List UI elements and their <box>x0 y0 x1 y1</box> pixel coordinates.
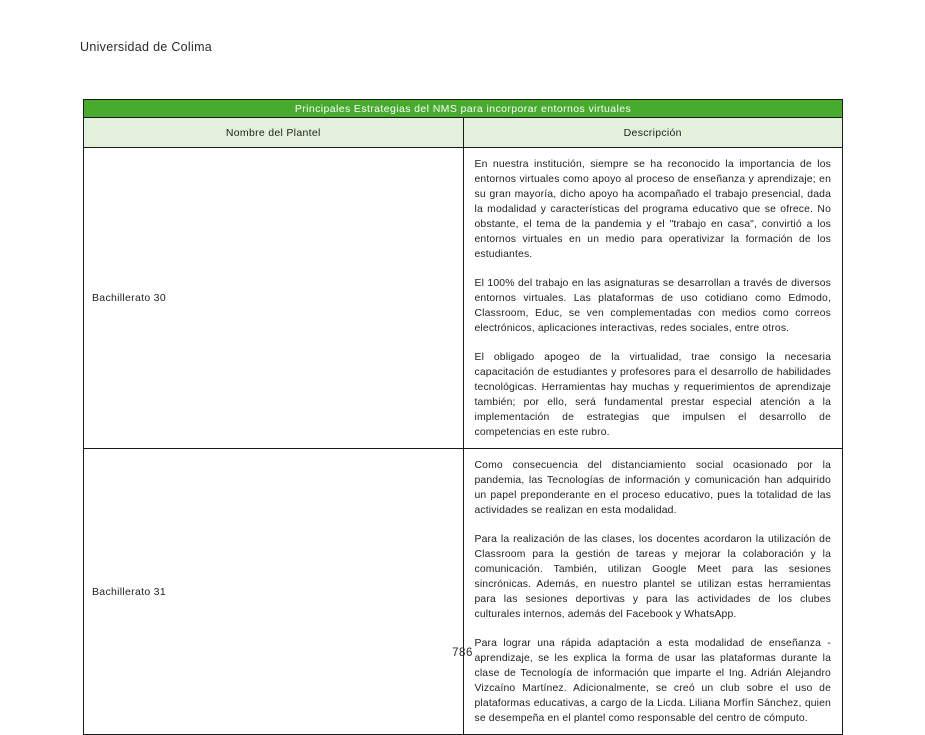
institution-name: Universidad de Colima <box>80 40 213 54</box>
table-title: Principales Estrategias del NMS para incorporar entornos virtuales <box>84 100 843 118</box>
column-header-descripcion: Descripción <box>463 118 843 148</box>
plantel-name: Bachillerato 31 <box>84 449 464 735</box>
description-paragraph: Para la realización de las clases, los docentes acordaron la utilización de Classroom para la gestión de tareas y mejorar la colaboración y la comunicación. También, utilizan Google Meet para las sesiones sincrónicas. Además, en nuestro plantel se utilizan estas herramientas para las sesiones deportivas y para las actividades de los clubes culturales internos, además del Facebook y WhatsApp. <box>474 534 831 620</box>
column-header-plantel: Nombre del Plantel <box>84 118 464 148</box>
description-cell <box>463 148 843 449</box>
page-number: 786 <box>452 647 473 659</box>
description-paragraph: En nuestra institución, siempre se ha reconocido la importancia de los entornos virtuales como apoyo al proceso de enseñanza y aprendizaje; en su gran mayoría, dicho apoyo ha acompañado el trabajo presencial, dada la modalidad y características del programa educativo que se ofrece. No obstante, el tema de la pandemia y el "trabajo en casa", convirtió a los entornos virtuales en un medio para operativizar la formación de los estudiantes. <box>474 159 831 260</box>
description-paragraph: Para lograr una rápida adaptación a esta modalidad de enseñanza - aprendizaje, se les explica la forma de usar las plataformas durante la clase de Tecnología de información que imparte el Ing. Adrián Alejandro Vizcaíno Martínez. Adicionalmente, se creó un club sobre el uso de plataformas educativas, a cargo de la Licda. Liliana Morfín Sánchez, quien se desempeña en el plantel como responsable del centro de cómputo. <box>474 638 831 724</box>
description-cell <box>463 449 843 735</box>
description-paragraph: Como consecuencia del distanciamiento social ocasionado por la pandemia, las Tecnologías de información y comunicación han adquirido un papel preponderante en el proceso educativo, pues la totalidad de las actividades se realizan en esta modalidad. <box>474 460 831 516</box>
table-row <box>84 449 843 735</box>
plantel-name: Bachillerato 30 <box>84 148 464 449</box>
table-title-row <box>84 100 843 118</box>
description-paragraph: El 100% del trabajo en las asignaturas se desarrollan a través de diversos entornos virtuales. Las plataformas de uso cotidiano como Edmodo, Classroom, Educ, se ven complementadas con medios como correos electrónicos, aplicaciones interactivas, redes sociales, entre otros. <box>474 278 831 334</box>
table-row <box>84 148 843 449</box>
table-header-row <box>84 118 843 148</box>
description-paragraph: El obligado apogeo de la virtualidad, trae consigo la necesaria capacitación de estudiantes y profesores para el desarrollo de habilidades tecnológicas. Herramientas hay muchas y requerimientos de aprendizaje también; por ello, será fundamental prestar especial atención a la implementación de estrategias que impulsen el desarrollo de competencias en este rubro. <box>474 352 831 438</box>
strategies-table <box>83 99 843 735</box>
